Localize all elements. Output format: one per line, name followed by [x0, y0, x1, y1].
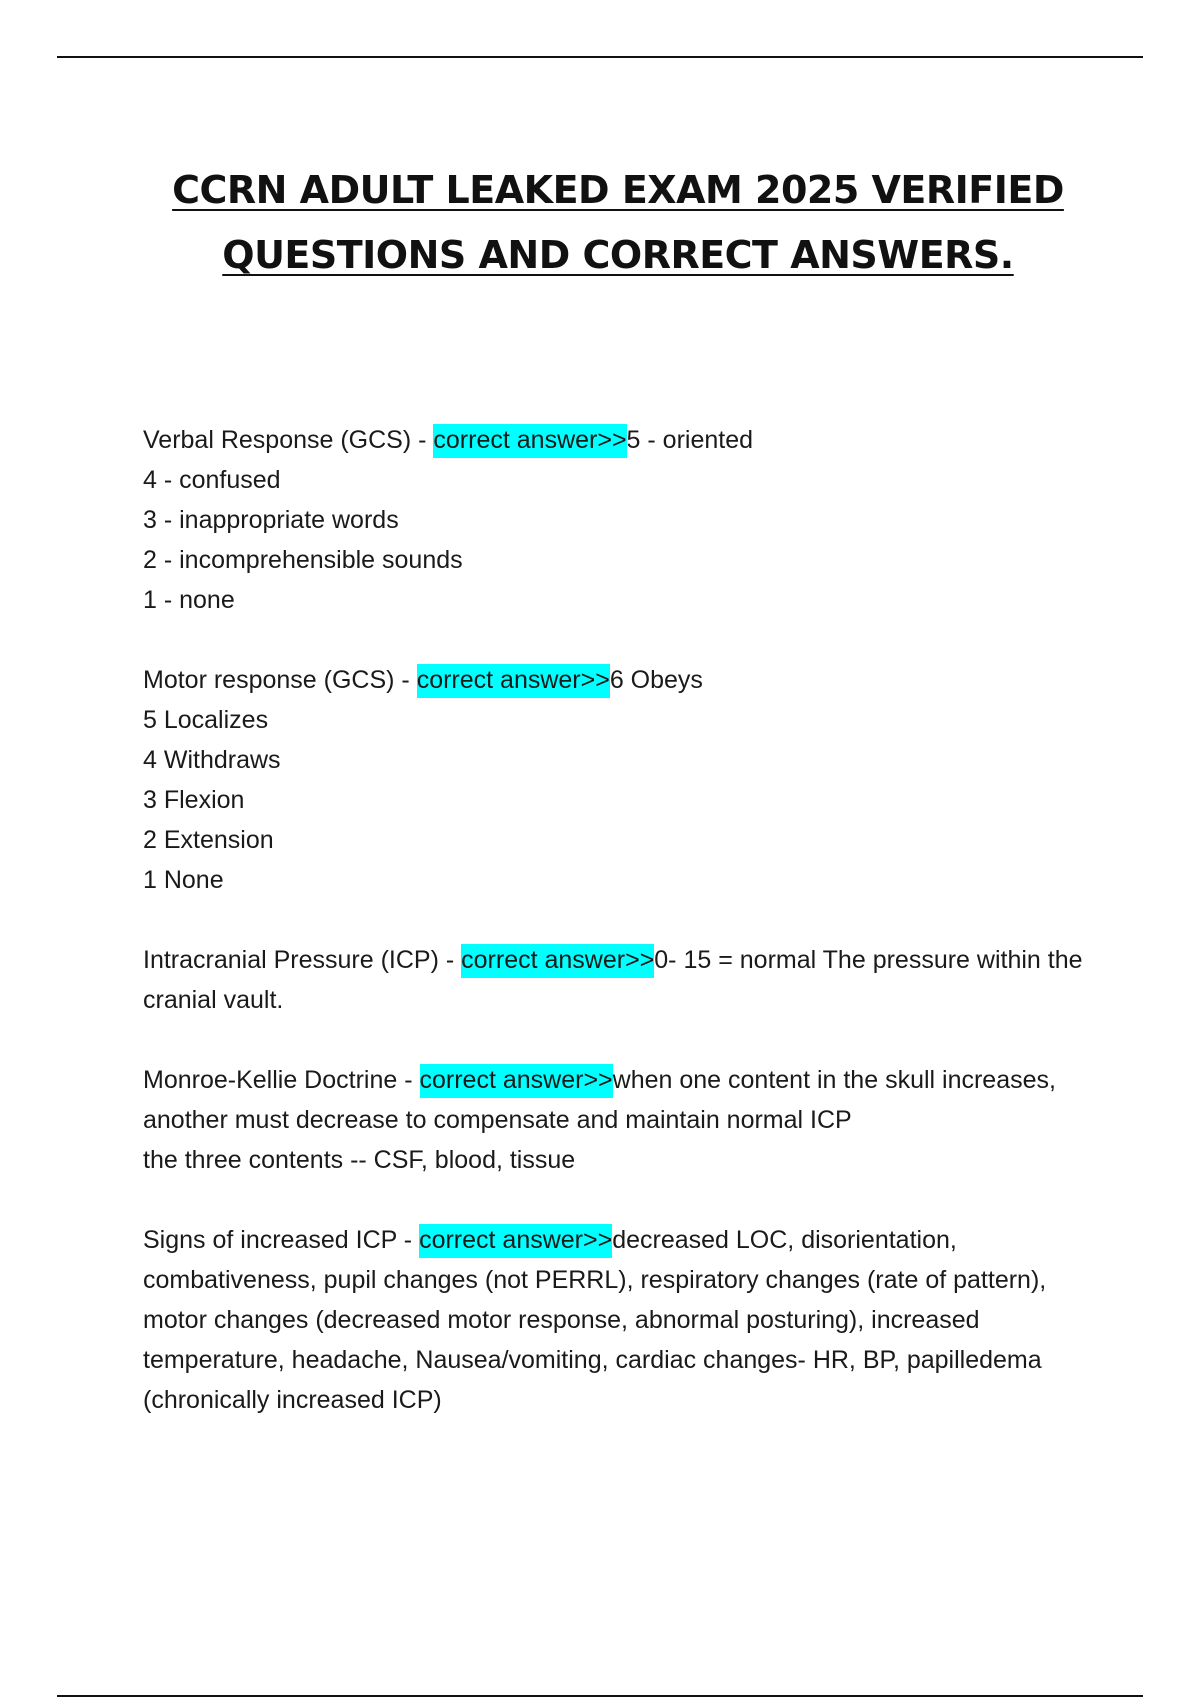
flashcard-first-line [143, 1220, 1093, 1420]
answer-text: 0- 15 = normal The pressure within the cranial vault. [143, 946, 1083, 1014]
flashcard-first-line [143, 1060, 1093, 1140]
answer-line: 1 None [143, 866, 224, 894]
flashcard-list [143, 420, 1093, 1460]
flashcard-first-line [143, 420, 1093, 460]
answer-line: the three contents -- CSF, blood, tissue [143, 1146, 576, 1174]
answer-text: 5 - oriented [626, 426, 754, 454]
answer-marker: correct answer>> [433, 424, 626, 458]
question-text: Monroe-Kellie Doctrine - [143, 1066, 420, 1094]
answer-line: 2 - incomprehensible sounds [143, 546, 463, 574]
flashcard-first-line [143, 660, 1093, 700]
answer-text: decreased LOC, disorientation, combativeness, pupil changes (not PERRL), respiratory changes (rate of pattern), motor changes (decreased motor response, abnormal posturing), increased temperature, headache, Nausea/vomiting, cardiac changes- HR, BP, papilledema (chronically increased ICP) [143, 1226, 1047, 1414]
flashcard [143, 1060, 1093, 1180]
question-text: Motor response (GCS) - [143, 666, 417, 694]
answer-line: 3 - inappropriate words [143, 506, 399, 534]
top-rule [57, 56, 1143, 58]
document-title [150, 158, 1086, 288]
bottom-rule [57, 1695, 1143, 1697]
answer-line: 3 Flexion [143, 786, 245, 814]
flashcard-first-line [143, 940, 1093, 1020]
answer-text: 6 Obeys [609, 666, 703, 694]
answer-line: 1 - none [143, 586, 235, 614]
question-text: Verbal Response (GCS) - [143, 426, 434, 454]
answer-marker: correct answer>> [420, 1064, 613, 1098]
title-line-2: QUESTIONS AND CORRECT ANSWERS. [222, 233, 1014, 277]
flashcard [143, 660, 1093, 900]
question-text: Signs of increased ICP - [143, 1226, 420, 1254]
answer-line: 4 - confused [143, 466, 281, 494]
title-line-1: CCRN ADULT LEAKED EXAM 2025 VERIFIED [172, 168, 1064, 212]
answer-line: 4 Withdraws [143, 746, 281, 774]
question-text: Intracranial Pressure (ICP) - [143, 946, 462, 974]
flashcard [143, 940, 1093, 1020]
answer-line: 5 Localizes [143, 706, 269, 734]
answer-text: when one content in the skull increases, another must decrease to compensate and maintain normal ICP [143, 1066, 1056, 1134]
answer-line: 2 Extension [143, 826, 274, 854]
answer-marker: correct answer>> [419, 1224, 612, 1258]
flashcard [143, 1220, 1093, 1420]
flashcard [143, 420, 1093, 620]
answer-marker: correct answer>> [461, 944, 654, 978]
answer-marker: correct answer>> [417, 664, 610, 698]
